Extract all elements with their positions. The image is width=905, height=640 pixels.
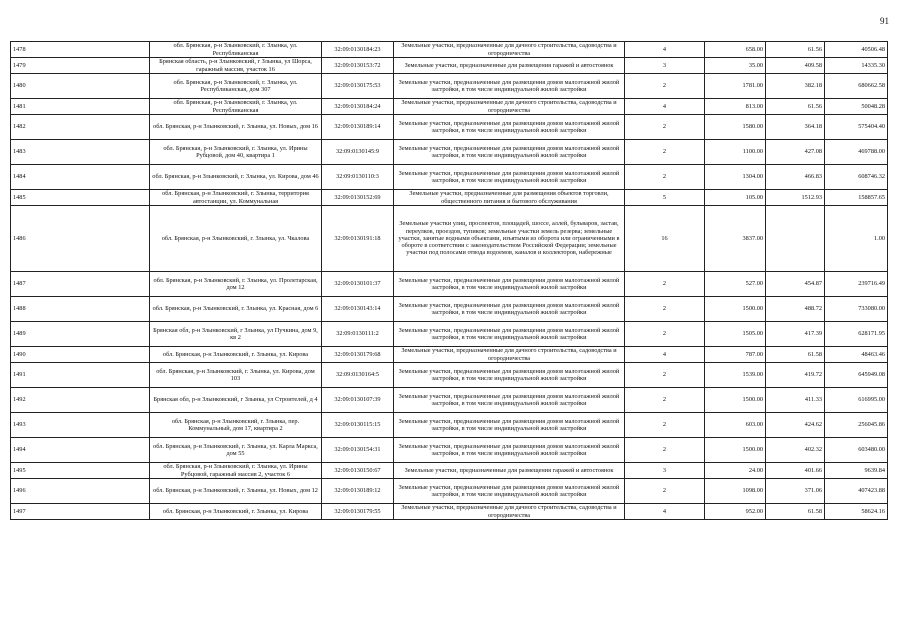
address-cell: обл. Брянская, р-н Злынковский, г. Злынка, ул. Кирова <box>150 347 322 363</box>
cadastral-value-cell: 50048.28 <box>825 99 888 115</box>
unit-value-cell: 371.06 <box>766 479 825 504</box>
land-use-cell: Земельные участки, предназначенные для размещения домов малоэтажной жилой застройки, в том числе индивидуальной жилой застройки <box>394 479 625 504</box>
use-group-cell: 4 <box>625 347 705 363</box>
table-row <box>11 115 888 140</box>
cadastral-value-cell: 256045.86 <box>825 413 888 438</box>
address-cell: обл. Брянская, р-н Злынковский, г. Злынка, ул. Новых, дом 16 <box>150 115 322 140</box>
unit-value-cell: 61.56 <box>766 99 825 115</box>
cadastral-number-cell: 32:09:0130189:12 <box>322 479 394 504</box>
cadastral-number-cell: 32:09:0130191:18 <box>322 206 394 272</box>
use-group-cell: 2 <box>625 74 705 99</box>
table-row <box>11 479 888 504</box>
cadastral-value-cell: 158857.65 <box>825 190 888 206</box>
land-use-cell: Земельные участки, предназначенные для размещения домов малоэтажной жилой застройки, в том числе индивидуальной жилой застройки <box>394 388 625 413</box>
address-cell: обл. Брянская, р-н Злынковский, г. Злынка, ул. Кирова <box>150 504 322 520</box>
row-number: 1485 <box>11 190 150 206</box>
row-number: 1494 <box>11 438 150 463</box>
cadastral-value-cell: 407423.88 <box>825 479 888 504</box>
row-number: 1484 <box>11 165 150 190</box>
unit-value-cell: 409.58 <box>766 58 825 74</box>
use-group-cell: 2 <box>625 115 705 140</box>
area-cell: 24.00 <box>705 463 766 479</box>
use-group-cell: 4 <box>625 99 705 115</box>
land-use-cell: Земельные участки, предназначенные для размещения домов малоэтажной жилой застройки, в том числе индивидуальной жилой застройки <box>394 322 625 347</box>
land-use-cell: Земельные участки, предназначенные для размещения домов малоэтажной жилой застройки, в том числе индивидуальной жилой застройки <box>394 140 625 165</box>
area-cell: 1539.00 <box>705 363 766 388</box>
cadastral-number-cell: 32:09:0130179:68 <box>322 347 394 363</box>
table-row <box>11 438 888 463</box>
cadastral-value-cell: 58624.16 <box>825 504 888 520</box>
address-cell: обл. Брянская, р-н Злынковский, г. Злынка, ул. Республиканская <box>150 42 322 58</box>
address-cell: обл. Брянская, р-н Злынковский, г. Злынка, ул. Карла Маркса, дом 55 <box>150 438 322 463</box>
area-cell: 105.00 <box>705 190 766 206</box>
area-cell: 1100.00 <box>705 140 766 165</box>
address-cell: обл. Брянская, р-н Злынковский, г. Злынка, ул. Республиканская <box>150 99 322 115</box>
row-number: 1492 <box>11 388 150 413</box>
table-row <box>11 413 888 438</box>
table-row <box>11 58 888 74</box>
cadastral-number-cell: 32:09:0130111:2 <box>322 322 394 347</box>
row-number: 1487 <box>11 272 150 297</box>
land-use-cell: Земельные участки, предназначенные для размещения домов малоэтажной жилой застройки, в том числе индивидуальной жилой застройки <box>394 115 625 140</box>
use-group-cell: 2 <box>625 322 705 347</box>
cadastral-number-cell: 32:09:0130110:3 <box>322 165 394 190</box>
table-row <box>11 42 888 58</box>
use-group-cell: 2 <box>625 479 705 504</box>
address-cell: обл. Брянская, р-н Злынковский, г. Злынка, ул. Республиканская, дом 307 <box>150 74 322 99</box>
cadastral-number-cell: 32:09:0130184:24 <box>322 99 394 115</box>
table-row <box>11 388 888 413</box>
cadastral-value-cell: 628171.95 <box>825 322 888 347</box>
cadastral-value-cell: 645949.08 <box>825 363 888 388</box>
area-cell: 1500.00 <box>705 438 766 463</box>
cadastral-value-cell: 469788.00 <box>825 140 888 165</box>
row-number: 1478 <box>11 42 150 58</box>
row-number: 1483 <box>11 140 150 165</box>
land-use-cell: Земельные участки, предназначенные для дачного строительства, садоводства и огородничества <box>394 99 625 115</box>
table-row <box>11 463 888 479</box>
table-row <box>11 165 888 190</box>
address-cell: обл. Брянская, р-н Злынковский, г. Злынка, ул. Кирова, дом 46 <box>150 165 322 190</box>
table-row <box>11 190 888 206</box>
row-number: 1489 <box>11 322 150 347</box>
area-cell: 1781.00 <box>705 74 766 99</box>
row-number: 1493 <box>11 413 150 438</box>
cadastral-value-cell: 575404.40 <box>825 115 888 140</box>
land-use-cell: Земельные участки, предназначенные для размещения гаражей и автостоянок <box>394 463 625 479</box>
use-group-cell: 2 <box>625 363 705 388</box>
address-cell: Брянская обл, р-н Злынковский, г Злынка, ул Пучкина, дом 9, кв 2 <box>150 322 322 347</box>
address-cell: обл. Брянская, р-н Злынковский, г. Злынка, ул. Новых, дом 12 <box>150 479 322 504</box>
area-cell: 813.00 <box>705 99 766 115</box>
row-number: 1479 <box>11 58 150 74</box>
cadastral-number-cell: 32:09:0130184:23 <box>322 42 394 58</box>
table-row <box>11 272 888 297</box>
unit-value-cell: 454.87 <box>766 272 825 297</box>
address-cell: обл. Брянская, р-н Злынковский, г. Злынка, ул. Красная, дом 6 <box>150 297 322 322</box>
table-row <box>11 140 888 165</box>
land-use-cell: Земельные участки, предназначенные для размещения домов малоэтажной жилой застройки, в том числе индивидуальной жилой застройки <box>394 272 625 297</box>
cadastral-number-cell: 32:09:0130143:14 <box>322 297 394 322</box>
address-cell: обл. Брянская, р-н Злынковский, г. Злынка, ул. Чкалова <box>150 206 322 272</box>
use-group-cell: 2 <box>625 388 705 413</box>
cadastral-value-cell: 616995.00 <box>825 388 888 413</box>
table-row <box>11 347 888 363</box>
cadastral-value-cell: 40506.48 <box>825 42 888 58</box>
use-group-cell: 16 <box>625 206 705 272</box>
area-cell: 3837.00 <box>705 206 766 272</box>
land-use-cell: Земельные участки, предназначенные для дачного строительства, садоводства и огородничества <box>394 347 625 363</box>
row-number: 1496 <box>11 479 150 504</box>
cadastral-value-cell: 9639.84 <box>825 463 888 479</box>
unit-value-cell: 61.58 <box>766 504 825 520</box>
unit-value-cell: 424.62 <box>766 413 825 438</box>
use-group-cell: 2 <box>625 272 705 297</box>
cadastral-number-cell: 32:09:0130101:37 <box>322 272 394 297</box>
unit-value-cell: 402.32 <box>766 438 825 463</box>
area-cell: 658.00 <box>705 42 766 58</box>
row-number: 1497 <box>11 504 150 520</box>
row-number: 1486 <box>11 206 150 272</box>
address-cell: обл. Брянская, р-н Злынковский, г. Злынка, ул. Кирова, дом 103 <box>150 363 322 388</box>
cadastral-number-cell: 32:09:0130153:72 <box>322 58 394 74</box>
unit-value-cell: 466.83 <box>766 165 825 190</box>
use-group-cell: 2 <box>625 140 705 165</box>
area-cell: 952.00 <box>705 504 766 520</box>
row-number: 1491 <box>11 363 150 388</box>
cadastral-number-cell: 32:09:0130150:67 <box>322 463 394 479</box>
table-row <box>11 504 888 520</box>
land-use-cell: Земельные участки, предназначенные для размещения гаражей и автостоянок <box>394 58 625 74</box>
area-cell: 1500.00 <box>705 297 766 322</box>
use-group-cell: 5 <box>625 190 705 206</box>
area-cell: 603.00 <box>705 413 766 438</box>
cadastral-value-cell: 608746.32 <box>825 165 888 190</box>
row-number: 1488 <box>11 297 150 322</box>
row-number: 1481 <box>11 99 150 115</box>
cadastral-value-table <box>10 41 888 520</box>
land-use-cell: Земельные участки, предназначенные для размещения домов малоэтажной жилой застройки, в том числе индивидуальной жилой застройки <box>394 363 625 388</box>
cadastral-value-cell: 48463.46 <box>825 347 888 363</box>
use-group-cell: 2 <box>625 413 705 438</box>
unit-value-cell: 61.58 <box>766 347 825 363</box>
use-group-cell: 2 <box>625 297 705 322</box>
cadastral-value-cell: 1.00 <box>825 206 888 272</box>
unit-value-cell: 1512.93 <box>766 190 825 206</box>
address-cell: обл. Брянская, р-н Злынковский, г. Злынка, ул. Пролетарская, дом 12 <box>150 272 322 297</box>
use-group-cell: 2 <box>625 438 705 463</box>
cadastral-number-cell: 32:09:0130189:14 <box>322 115 394 140</box>
cadastral-number-cell: 32:09:0130164:5 <box>322 363 394 388</box>
cadastral-number-cell: 32:09:0130175:53 <box>322 74 394 99</box>
address-cell: обл. Брянская, р-н Злынковский, г. Злынка, ул. Ирины Рубцовой, гаражный массив 2, участок 6 <box>150 463 322 479</box>
unit-value-cell: 417.39 <box>766 322 825 347</box>
area-cell: 1500.00 <box>705 388 766 413</box>
land-use-cell: Земельные участки, предназначенные для размещения объектов торговли, общественного питания и бытового обслуживания <box>394 190 625 206</box>
area-cell: 787.00 <box>705 347 766 363</box>
cadastral-number-cell: 32:09:0130145:9 <box>322 140 394 165</box>
unit-value-cell: 61.56 <box>766 42 825 58</box>
unit-value-cell: 488.72 <box>766 297 825 322</box>
cadastral-number-cell: 32:09:0130107:39 <box>322 388 394 413</box>
unit-value-cell: 411.33 <box>766 388 825 413</box>
row-number: 1482 <box>11 115 150 140</box>
cadastral-number-cell: 32:09:0130115:15 <box>322 413 394 438</box>
cadastral-value-cell: 14335.30 <box>825 58 888 74</box>
land-use-cell: Земельные участки, предназначенные для размещения домов малоэтажной жилой застройки, в том числе индивидуальной жилой застройки <box>394 413 625 438</box>
unit-value-cell: 382.18 <box>766 74 825 99</box>
area-cell: 1580.00 <box>705 115 766 140</box>
unit-value-cell: 364.18 <box>766 115 825 140</box>
table-row <box>11 74 888 99</box>
table-row <box>11 206 888 272</box>
cadastral-number-cell: 32:09:0130179:55 <box>322 504 394 520</box>
row-number: 1495 <box>11 463 150 479</box>
land-use-cell: Земельные участки, предназначенные для размещения домов малоэтажной жилой застройки, в том числе индивидуальной жилой застройки <box>394 297 625 322</box>
use-group-cell: 2 <box>625 165 705 190</box>
cadastral-number-cell: 32:09:0130152:69 <box>322 190 394 206</box>
use-group-cell: 3 <box>625 58 705 74</box>
cadastral-value-cell: 603480.00 <box>825 438 888 463</box>
address-cell: обл. Брянская, р-н Злынковский, г. Злынка, пер. Коммунальный, дом 17, квартира 2 <box>150 413 322 438</box>
area-cell: 1304.00 <box>705 165 766 190</box>
use-group-cell: 4 <box>625 42 705 58</box>
address-cell: Брянская обл, р-н Злынковский, г Злынка, ул Строителей, д 4 <box>150 388 322 413</box>
unit-value-cell: 419.72 <box>766 363 825 388</box>
land-use-cell: Земельные участки, предназначенные для размещения домов малоэтажной жилой застройки, в том числе индивидуальной жилой застройки <box>394 438 625 463</box>
area-cell: 527.00 <box>705 272 766 297</box>
land-use-cell: Земельные участки, предназначенные для размещения домов малоэтажной жилой застройки, в том числе индивидуальной жилой застройки <box>394 165 625 190</box>
address-cell: обл. Брянская, р-н Злынковский, г. Злынка, ул. Ирины Рубцовой, дом 40, квартира 1 <box>150 140 322 165</box>
address-cell: обл. Брянская, р-н Злынковский, г. Злынка, территория автостанции, ул. Коммунальная <box>150 190 322 206</box>
area-cell: 1098.00 <box>705 479 766 504</box>
table-row <box>11 99 888 115</box>
use-group-cell: 4 <box>625 504 705 520</box>
table-row <box>11 297 888 322</box>
row-number: 1490 <box>11 347 150 363</box>
use-group-cell: 3 <box>625 463 705 479</box>
cadastral-value-cell: 733080.00 <box>825 297 888 322</box>
land-use-cell: Земельные участки улиц, проспектов, площадей, шоссе, аллей, бульваров, застав, переулков, проездов, тупиков; земельные участки земель резерва; земельные участки, занятые водными объектами, изъятыми из оборота или ограниченными в обороте в соответствии с законодательством Российской Федерации; земельные участки под полосами отвода водоемов, каналов и коллекторов, набережные <box>394 206 625 272</box>
land-use-cell: Земельные участки, предназначенные для размещения домов малоэтажной жилой застройки, в том числе индивидуальной жилой застройки <box>394 74 625 99</box>
unit-value-cell: 401.66 <box>766 463 825 479</box>
cadastral-number-cell: 32:09:0130154:31 <box>322 438 394 463</box>
area-cell: 35.00 <box>705 58 766 74</box>
table-row <box>11 363 888 388</box>
cadastral-value-cell: 239716.49 <box>825 272 888 297</box>
page-number: 91 <box>880 16 889 26</box>
area-cell: 1505.00 <box>705 322 766 347</box>
land-use-cell: Земельные участки, предназначенные для дачного строительства, садоводства и огородничества <box>394 504 625 520</box>
row-number: 1480 <box>11 74 150 99</box>
land-use-cell: Земельные участки, предназначенные для дачного строительства, садоводства и огородничества <box>394 42 625 58</box>
unit-value-cell <box>766 206 825 272</box>
cadastral-value-cell: 680662.58 <box>825 74 888 99</box>
table-row <box>11 322 888 347</box>
unit-value-cell: 427.08 <box>766 140 825 165</box>
address-cell: Брянская область, р-н Злынковский, г Злынка, ул Шорса, гаражный массив, участок 16 <box>150 58 322 74</box>
